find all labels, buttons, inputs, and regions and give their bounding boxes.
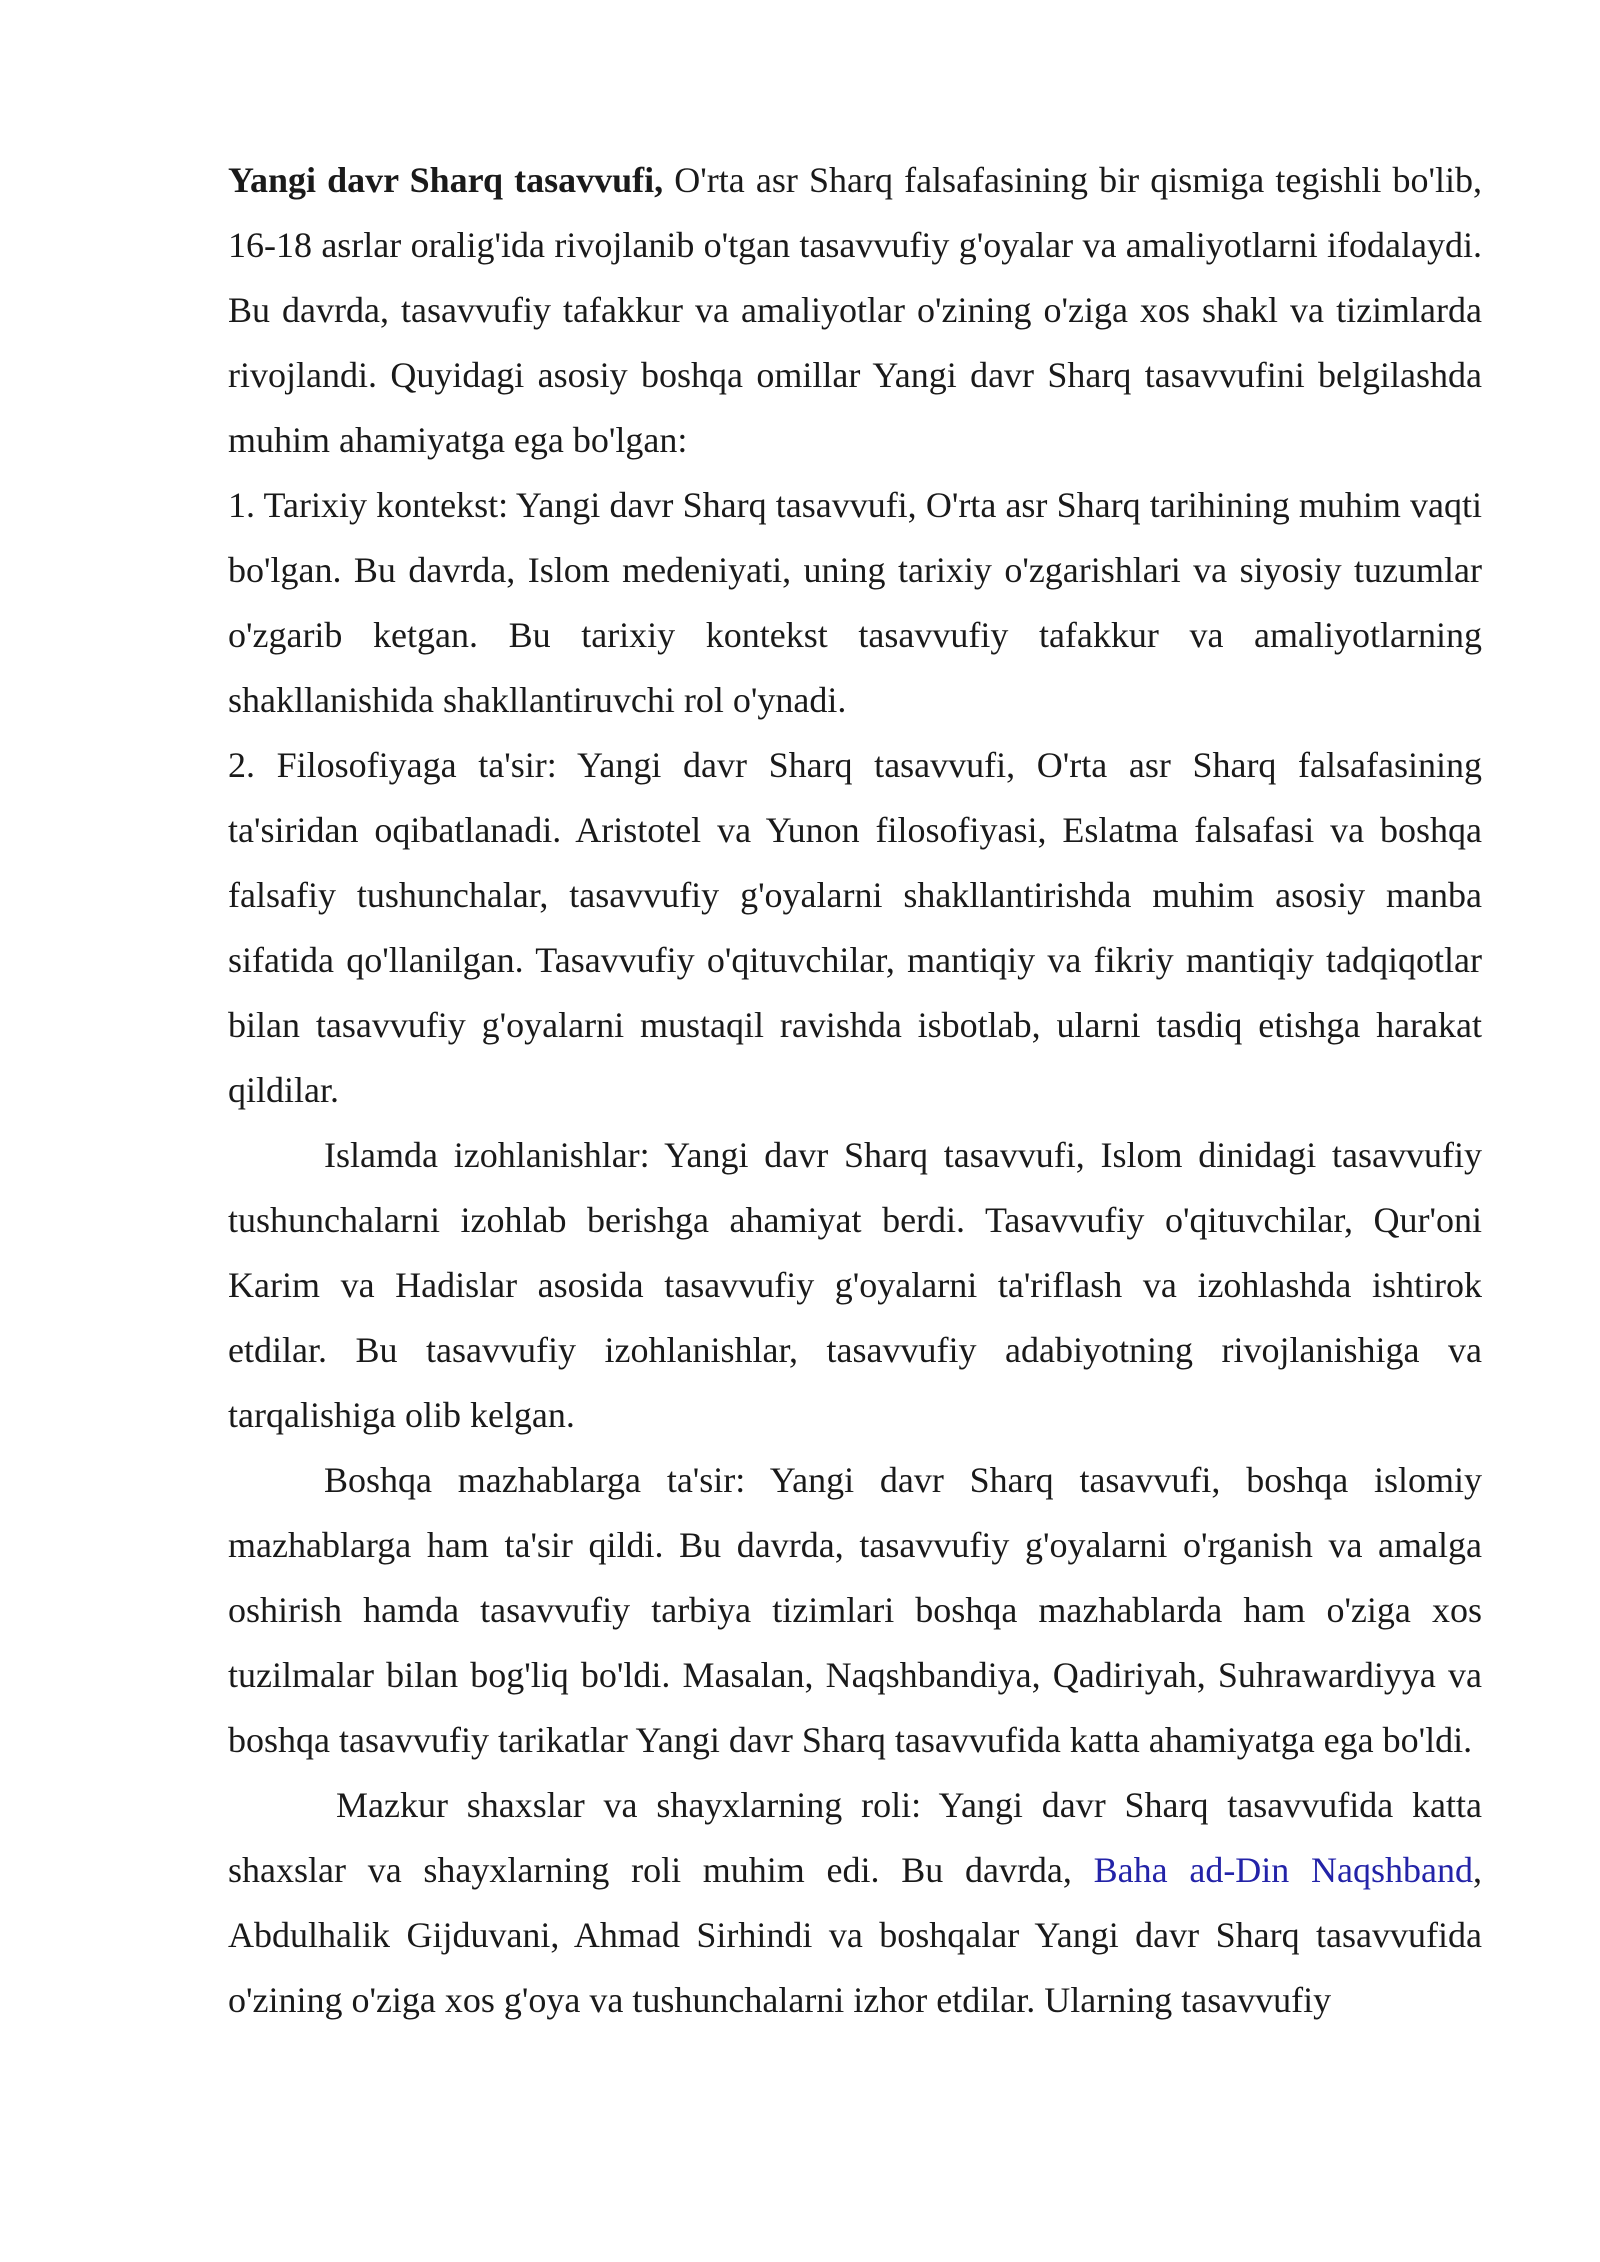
paragraph-islamic-interpretations: Islamda izohlanishlar: Yangi davr Sharq tasavvufi, Islom dinidagi tasavvufiy tushunchalarni izohlab berishga ahamiyat berdi. Tasavvufiy o'qituvchilar, Qur'oni Karim va Hadislar asosida tasavvufiy g'oyalarni ta'riflash va izohlashda ishtirok etdilar. Bu tasavvufiy izohlanishlar, tasavvufiy adabiyotning rivojlanishiga va tarqalishiga olib kelgan. bbox=[228, 1135, 1482, 1435]
paragraph-figures-role bbox=[228, 1773, 1482, 2033]
paragraph-philosophy-influence: 2. Filosofiyaga ta'sir: Yangi davr Sharq tasavvufi, O'rta asr Sharq falsafasining ta'siridan oqibatlanadi. Aristotel va Yunon filosofiyasi, Eslatma falsafasi va boshqa falsafiy tushunchalar, tasavvufiy g'oyalarni shakllantirishda muhim asosiy manba sifatida qo'llanilgan. Tasavvufiy o'qituvchilar, mantiqiy va fikriy mantiqiy tadqiqotlar bilan tasavvufiy g'oyalarni mustaqil ravishda isbotlab, ularni tasdiq etishga harakat qildilar. bbox=[228, 745, 1482, 1110]
intro-text: O'rta asr Sharq falsafasining bir qismiga tegishli bo'lib, 16-18 asrlar oralig'ida rivojlanib o'tgan tasavvufiy g'oyalar va amaliyotlarni ifodalaydi. Bu davrda, tasavvufiy tafakkur va amaliyotlar o'zining o'ziga xos shakl va tizimlarda rivojlandi. Quyidagi asosiy boshqa omillar Yangi davr Sharq tasavvufini belgilashda muhim ahamiyatga ega bo'lgan: bbox=[228, 160, 1482, 460]
baha-ad-din-naqshband-link[interactable]: Baha ad-Din Naqshband bbox=[1093, 1850, 1473, 1890]
document-body bbox=[228, 148, 1482, 2033]
figures-text-end: , Abdulhalik Gijduvani, Ahmad Sirhindi va boshqalar Yangi davr Sharq tasavvufida o'zining o'ziga xos g'oya va tushunchalarni izhor etdilar. Ularning tasavvufiy bbox=[228, 1850, 1482, 2020]
intro-heading: Yangi davr Sharq tasavvufi, bbox=[228, 160, 664, 200]
paragraph-historical-context: 1. Tarixiy kontekst: Yangi davr Sharq tasavvufi, O'rta asr Sharq tarihining muhim vaqti bo'lgan. Bu davrda, Islom medeniyati, uning tarixiy o'zgarishlari va siyosiy tuzumlar o'zgarib ketgan. Bu tarixiy kontekst tasavvufiy tafakkur va amaliyotlarning shakllanishida shakllantiruvchi rol o'ynadi. bbox=[228, 485, 1482, 720]
paragraph-intro bbox=[228, 148, 1482, 473]
figures-text-start: Mazkur shaxslar va shayxlarning roli: Yangi davr Sharq tasavvufida katta shaxslar va shayxlarning roli muhim edi. Bu davrda, bbox=[228, 1785, 1482, 1890]
paragraph-other-schools: Boshqa mazhablarga ta'sir: Yangi davr Sharq tasavvufi, boshqa islomiy mazhablarga ham ta'sir qildi. Bu davrda, tasavvufiy g'oyalarni o'rganish va amalga oshirish hamda tasavvufiy tarbiya tizimlari boshqa mazhablarda ham o'ziga xos tuzilmalar bilan bog'liq bo'ldi. Masalan, Naqshbandiya, Qadiriyah, Suhrawardiyya va boshqa tasavvufiy tarikatlar Yangi davr Sharq tasavvufida katta ahamiyatga ega bo'ldi. bbox=[228, 1460, 1482, 1760]
